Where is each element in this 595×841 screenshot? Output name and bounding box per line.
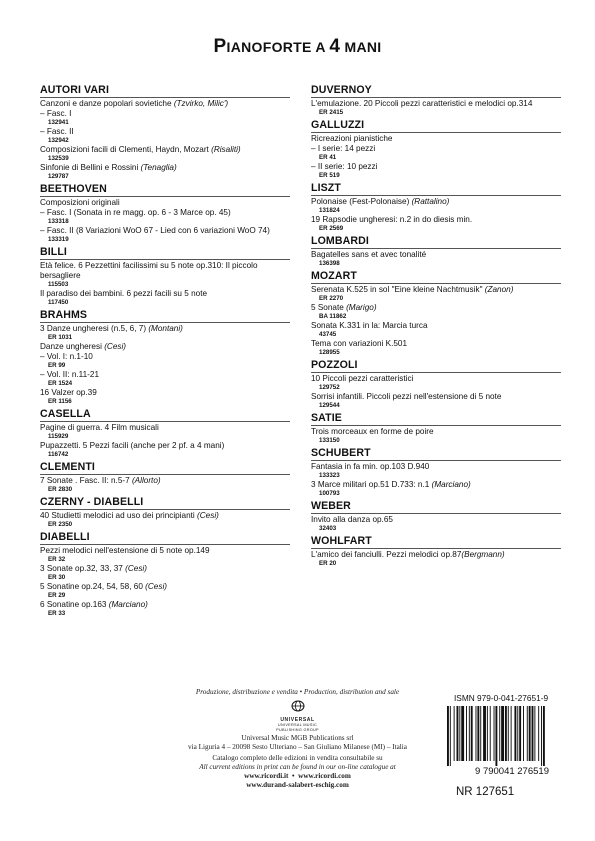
entry-title: – Fasc. II (8 Variazioni WoO 67 - Lied con 6 variazioni WoO 74) [40, 226, 270, 235]
composer-name: WOHLFART [311, 535, 561, 549]
barcode-bar [483, 706, 486, 761]
entry-code: 132942 [48, 137, 69, 144]
barcode-bar [471, 706, 473, 761]
barcode-digits: 9 790041 276519 [475, 766, 549, 776]
catalog-number: NR 127651 [456, 786, 515, 798]
entry-code: ER 20 [319, 560, 337, 567]
universal-logo [238, 699, 358, 732]
barcode-bar [447, 706, 449, 766]
entry-editor: (Cesi) [197, 511, 219, 520]
entry-title: 7 Sonate . Fasc. II: n.5-7 (Allorto) [40, 476, 161, 485]
entry-code: 133323 [319, 472, 340, 479]
barcode-bar [450, 706, 451, 766]
logo-sub-1: UNIVERSAL MUSIC [277, 723, 318, 727]
entry-title: Invito alla danza op.65 [311, 515, 393, 524]
entry-code: 132539 [48, 155, 69, 162]
entry-code: 32403 [319, 525, 337, 532]
barcode-bar [543, 706, 545, 766]
entry-code: 43745 [319, 331, 337, 338]
entry-code: ER 30 [48, 574, 66, 581]
entry-code: 129752 [319, 384, 340, 391]
barcode-bar [477, 706, 479, 761]
entry-code: 129787 [48, 173, 69, 180]
composer-name: LISZT [311, 182, 561, 196]
production-line: Produzione, distribuzione e vendita • Production, distribution and sale [195, 688, 400, 696]
entry-code: 117450 [48, 299, 69, 306]
entry-code: 115929 [48, 433, 69, 440]
entry-editor: (Tenaglia) [140, 163, 177, 172]
composer-section [311, 447, 561, 498]
entry-code: 100793 [319, 490, 340, 497]
barcode [441, 706, 583, 776]
catalog-note-en: All current editions in print can be found in our on-line catalogue at [199, 763, 396, 771]
barcode-bar [461, 706, 464, 761]
entry-title: – Vol. I: n.1-10 [40, 352, 93, 361]
composer-section [311, 412, 561, 445]
ricordi-com-link[interactable]: www.ricordi.com [298, 772, 351, 780]
entry-title: Polonaise (Fest-Polonaise) (Rattalino) [311, 197, 450, 206]
entry-editor: (Cesi) [125, 564, 147, 573]
entry-title: – II serie: 10 pezzi [311, 162, 378, 171]
composer-section [40, 408, 290, 459]
composer-section [40, 309, 290, 406]
composer-section [311, 535, 561, 568]
catalog-column-right [311, 82, 561, 568]
barcode-bar [457, 706, 459, 761]
barcode-bars [447, 706, 545, 766]
barcode-bar [480, 706, 481, 761]
entry-title: Tema con variazioni K.501 [311, 339, 408, 348]
entry-code: 115503 [48, 281, 69, 288]
entry-editor: (Allorto) [131, 476, 161, 485]
entry-editor: (Rattalino) [411, 197, 450, 206]
catalog-note-it: Catalogo completo delle edizioni in vendita consultabile su [212, 754, 383, 762]
composer-name: SATIE [311, 412, 561, 426]
composer-name: GALLUZZI [311, 119, 561, 133]
entry-code: ER 2415 [319, 109, 344, 116]
composer-section [40, 496, 290, 529]
entry-title: Pupazzetti. 5 Pezzi facili (anche per 2 pf. a 4 mani) [40, 441, 225, 450]
composer-section [311, 84, 561, 117]
entry-editor: (Zanon) [484, 285, 514, 294]
entry-title: 3 Danze ungheresi (n.5, 6, 7) (Montani) [40, 324, 183, 333]
globe-icon [291, 700, 305, 712]
composer-name: LOMBARDI [311, 235, 561, 249]
entry-title: – Vol. II: n.11-21 [40, 370, 100, 379]
company-name: Universal Music MGB Publications srl [241, 734, 354, 742]
entry-code: 133319 [48, 236, 69, 243]
barcode-bar [523, 706, 524, 761]
composer-section [40, 246, 290, 307]
entry-title: – Fasc. I [40, 109, 72, 118]
company-address: via Liguria 4 – 20098 Sesto Ulteriano – San Giuliano Milanese (MI) – Italia [188, 743, 407, 751]
entry-code: ER 99 [48, 362, 66, 369]
entry-editor: (Risaliti) [211, 145, 241, 154]
barcode-bar [494, 706, 495, 761]
entry-editor: (Montani) [148, 324, 183, 333]
composer-name: BEETHOVEN [40, 183, 290, 197]
entry-title: – Fasc. I (Sonata in re magg. op. 6 - 3 Marce op. 45) [40, 208, 231, 217]
entry-code: 129544 [319, 402, 340, 409]
entry-title: 10 Piccoli pezzi caratteristici [311, 374, 414, 383]
entry-code: 132941 [48, 119, 69, 126]
entry-title: 40 Studietti melodici ad uso dei principianti (Cesi) [40, 511, 219, 520]
entry-title: Sinfonie di Bellini e Rossini (Tenaglia) [40, 163, 177, 172]
catalog-column-left [40, 82, 290, 618]
publisher-footer [160, 688, 435, 790]
composer-name: CASELLA [40, 408, 290, 422]
entry-code: ER 1156 [48, 398, 72, 405]
entry-title: Sorrisi infantili. Piccoli pezzi nell'estensione di 5 note [311, 392, 502, 401]
composer-section [311, 359, 561, 410]
barcode-bar [490, 706, 491, 761]
entry-code: ER 1524 [48, 380, 73, 387]
composer-name: DUVERNOY [311, 84, 561, 98]
entry-title: 5 Sonatine op.24, 54, 58, 60 (Cesi) [40, 582, 168, 591]
page-title: PIANOFORTE A 4 MANI [213, 36, 382, 57]
barcode-bar [529, 706, 531, 761]
logo-word: UNIVERSAL [280, 717, 315, 723]
composer-section [311, 500, 561, 533]
entry-title: Fantasia in fa min. op.103 D.940 [311, 462, 430, 471]
entry-title: L'emulazione. 20 Piccoli pezzi caratteristici e melodici op.314 [311, 99, 533, 108]
composer-name: POZZOLI [311, 359, 561, 373]
entry-title: Canzoni e danze popolari sovietiche (Tzvirko, Milic') [40, 99, 229, 108]
composer-name: BILLI [40, 246, 290, 260]
barcode-bar [508, 706, 509, 761]
entry-code: ER 41 [319, 154, 337, 161]
entry-editor: (Cesi) [145, 582, 168, 591]
composer-name: AUTORI VARI [40, 84, 290, 98]
entry-title: Composizioni facili di Clementi, Haydn, Mozart (Risaliti) [40, 145, 241, 154]
barcode-bar [511, 706, 512, 761]
entry-title: 19 Rapsodie ungheresi: n.2 in do diesis min. [311, 215, 473, 224]
composer-section [311, 182, 561, 233]
entry-editor: (Bergmann) [461, 550, 505, 559]
entry-code: BA 11862 [319, 313, 347, 320]
entry-code: ER 2350 [48, 521, 73, 528]
entry-title: Pezzi melodici nell'estensione di 5 note op.149 [40, 546, 210, 555]
barcode-bar [487, 706, 488, 761]
entry-title: 3 Sonate op.32, 33, 37 (Cesi) [40, 564, 147, 573]
entry-code: ER 2830 [48, 486, 73, 493]
entry-title: Sonata K.331 in la: Marcia turca [311, 321, 428, 330]
barcode-bar [534, 706, 535, 761]
entry-code: 131824 [319, 207, 340, 214]
composer-section [40, 531, 290, 618]
entry-title: Danze ungheresi (Cesi) [40, 342, 127, 351]
composer-name: CLEMENTI [40, 461, 290, 475]
entry-title: 16 Valzer op.39 [40, 388, 97, 397]
barcode-bar [532, 706, 534, 761]
barcode-bar [459, 706, 460, 761]
composer-section [40, 84, 290, 181]
composer-section [40, 183, 290, 244]
barcode-bar [505, 706, 507, 761]
entry-title: Il paradiso dei bambini. 6 pezzi facili su 5 note [40, 289, 208, 298]
entry-code: ER 2270 [319, 295, 344, 302]
barcode-bar [495, 706, 497, 766]
entry-title: Composizioni originali [40, 198, 120, 207]
composer-section [311, 119, 561, 180]
composer-section [40, 461, 290, 494]
entry-title: Serenata K.525 in sol "Eine kleine Nachtmusik" (Zanon) [311, 285, 514, 294]
barcode-bar [454, 706, 455, 761]
entry-code: 128955 [319, 349, 340, 356]
website-links: www.ricordi.it • www.ricordi.com [244, 772, 351, 780]
barcode-bar [514, 706, 516, 761]
entry-code: 116742 [48, 451, 69, 458]
entry-editor: (Cesi) [104, 342, 127, 351]
entry-title: 6 Sonatine op.163 (Marciano) [40, 600, 148, 609]
entry-code: ER 33 [48, 610, 66, 617]
barcode-bar [501, 706, 504, 761]
composer-name: SCHUBERT [311, 447, 561, 461]
entry-editor: (Tzvirko, Milic') [173, 99, 229, 108]
composer-name: DIABELLI [40, 531, 290, 545]
entry-code: ER 2569 [319, 225, 344, 232]
entry-title: L'amico dei fanciulli. Pezzi melodici op.87(Bergmann) [311, 550, 505, 559]
entry-editor: (Marciano) [108, 600, 148, 609]
ismn-number: ISMN 979-0-041-27651-9 [454, 693, 549, 703]
barcode-bar [517, 706, 518, 761]
entry-title: Età felice. 6 Pezzettini facilissimi su 5 note op.310: Il piccolo bersagliere [40, 261, 258, 280]
entry-title: 5 Sonate (Marigo) [311, 303, 377, 312]
composer-section [311, 270, 561, 357]
entry-code: ER 32 [48, 556, 66, 563]
barcode-bar [476, 706, 477, 761]
barcode-bar [538, 706, 539, 761]
entry-title: Ricreazioni pianistiche [311, 134, 393, 143]
durand-link[interactable]: www.durand-salabert-eschig.com [246, 781, 349, 789]
composer-name: MOZART [311, 270, 561, 284]
barcode-bar [466, 706, 467, 761]
entry-code: 133318 [48, 218, 69, 225]
entry-title: – I serie: 14 pezzi [311, 144, 376, 153]
composer-name: BRAHMS [40, 309, 290, 323]
entry-title: Bagatelles sans et avec tonalité [311, 250, 427, 259]
entry-code: ER 29 [48, 592, 66, 599]
entry-code: 136398 [319, 260, 340, 267]
entry-editor: (Marciano) [431, 480, 471, 489]
ricordi-it-link[interactable]: www.ricordi.it [244, 772, 289, 780]
entry-title: Pagine di guerra. 4 Film musicali [40, 423, 159, 432]
barcode-bar [527, 706, 528, 761]
barcode-bar [469, 706, 470, 761]
barcode-bar [541, 706, 542, 766]
composer-name: WEBER [311, 500, 561, 514]
entry-code: ER 519 [319, 172, 340, 179]
entry-editor: (Marigo) [346, 303, 377, 312]
composer-section [311, 235, 561, 268]
logo-sub-2: PUBLISHING GROUP [276, 727, 319, 732]
entry-title: 3 Marce militari op.51 D.733: n.1 (Marciano) [311, 480, 471, 489]
barcode-bar [499, 706, 500, 761]
entry-code: ER 1031 [48, 334, 73, 341]
entry-title: – Fasc. II [40, 127, 74, 136]
composer-name: CZERNY - DIABELLI [40, 496, 290, 510]
entry-code: 133150 [319, 437, 340, 444]
entry-title: Trois morceaux en forme de poire [311, 427, 434, 436]
barcode-bar [519, 706, 521, 761]
